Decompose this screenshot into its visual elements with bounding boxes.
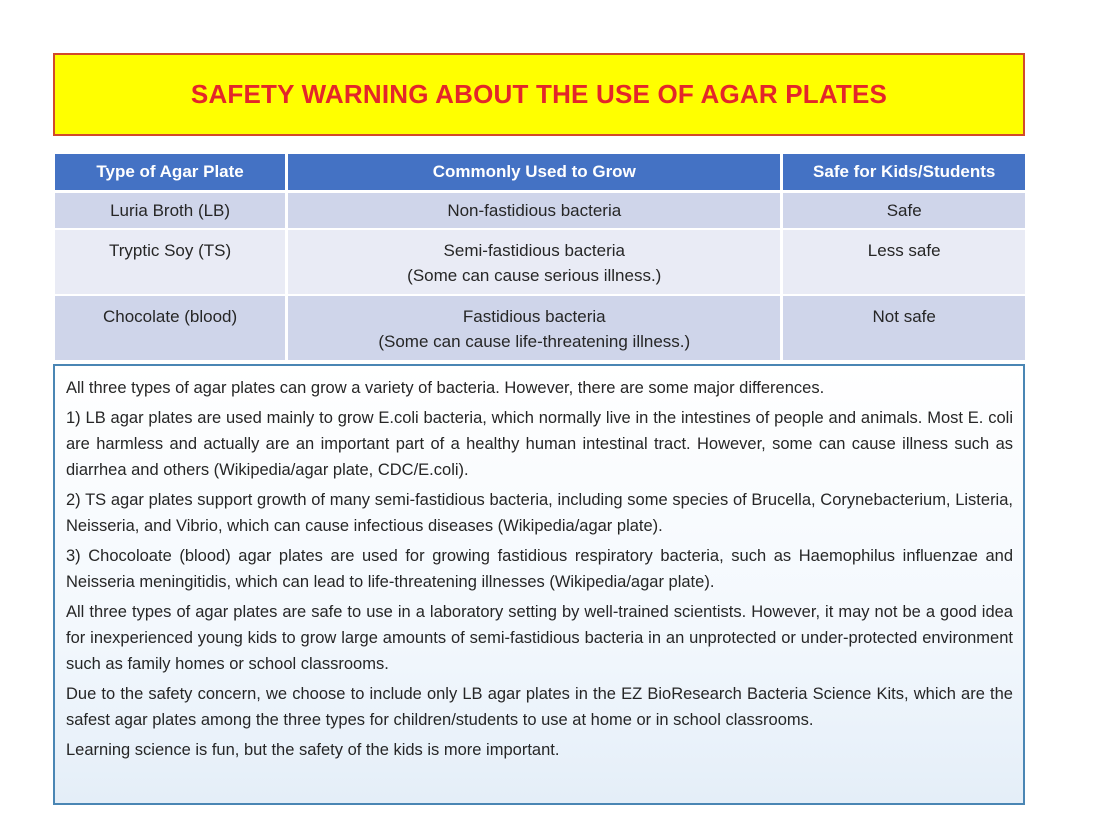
info-paragraph-kit-choice: Due to the safety concern, we choose to include only LB agar plates in the EZ BioResearch Bacteria Science Kits, which are the safest agar plates among the three types for children/students to use at home or in school classrooms. (66, 685, 1013, 729)
cell-safety: Safe (783, 193, 1025, 230)
info-paragraph-closing: Learning science is fun, but the safety of the kids is more important. (66, 741, 560, 759)
table-header-row (55, 154, 1025, 193)
title-banner (53, 53, 1025, 136)
header-safety: Safe for Kids/Students (783, 154, 1025, 193)
cell-grows-note: (Some can cause life-threatening illness.) (378, 332, 691, 351)
page-title: SAFETY WARNING ABOUT THE USE OF AGAR PLATES (190, 79, 888, 109)
agar-plate-table (55, 154, 1025, 362)
info-paragraph-chocolate: 3) Chocoloate (blood) agar plates are used for growing fastidious respiratory bacteria, such as Haemophilus influenzae and Neisseria meningitidis, which can lead to life-threatening illnesses (Wikipedia/agar plate). (66, 547, 1013, 591)
cell-grows-text: Semi-fastidious bacteria (443, 241, 625, 260)
table-row (55, 193, 1025, 230)
cell-type: Chocolate (blood) (55, 296, 288, 362)
info-paragraph-lab-safety: All three types of agar plates are safe to use in a laboratory setting by well-trained scientists. However, it may not be a good idea for inexperienced young kids to grow large amounts of semi-fastidious bacteria in an unprotected or under-protected environment such as family homes or school classrooms. (66, 603, 1013, 673)
cell-grows-text: Non-fastidious bacteria (447, 201, 622, 220)
cell-grows (288, 193, 783, 230)
cell-grows (288, 296, 783, 362)
cell-grows (288, 230, 783, 296)
cell-safety: Less safe (783, 230, 1025, 296)
info-text-box (53, 364, 1025, 805)
info-paragraph-lb: 1) LB agar plates are used mainly to grow E.coli bacteria, which normally live in the intestines of people and animals. Most E. coli are harmless and actually are an important part of a healthy human intestinal tract. However, some can cause illness such as diarrhea and others (Wikipedia/agar plate, CDC/E.coli). (66, 409, 1013, 479)
info-paragraph-ts: 2) TS agar plates support growth of many semi-fastidious bacteria, including some species of Brucella, Corynebacterium, Listeria, Neisseria, and Vibrio, which can cause infectious diseases (Wikipedia/agar plate). (66, 491, 1013, 535)
cell-grows-note: (Some can cause serious illness.) (407, 266, 662, 285)
info-paragraph-intro: All three types of agar plates can grow a variety of bacteria. However, there are some major differences. (66, 379, 825, 397)
cell-safety: Not safe (783, 296, 1025, 362)
cell-type: Luria Broth (LB) (55, 193, 288, 230)
table-row (55, 230, 1025, 296)
cell-grows-text: Fastidious bacteria (462, 307, 606, 326)
header-used-to-grow: Commonly Used to Grow (288, 154, 783, 193)
header-type: Type of Agar Plate (55, 154, 288, 193)
table-row (55, 296, 1025, 362)
cell-type: Tryptic Soy (TS) (55, 230, 288, 296)
